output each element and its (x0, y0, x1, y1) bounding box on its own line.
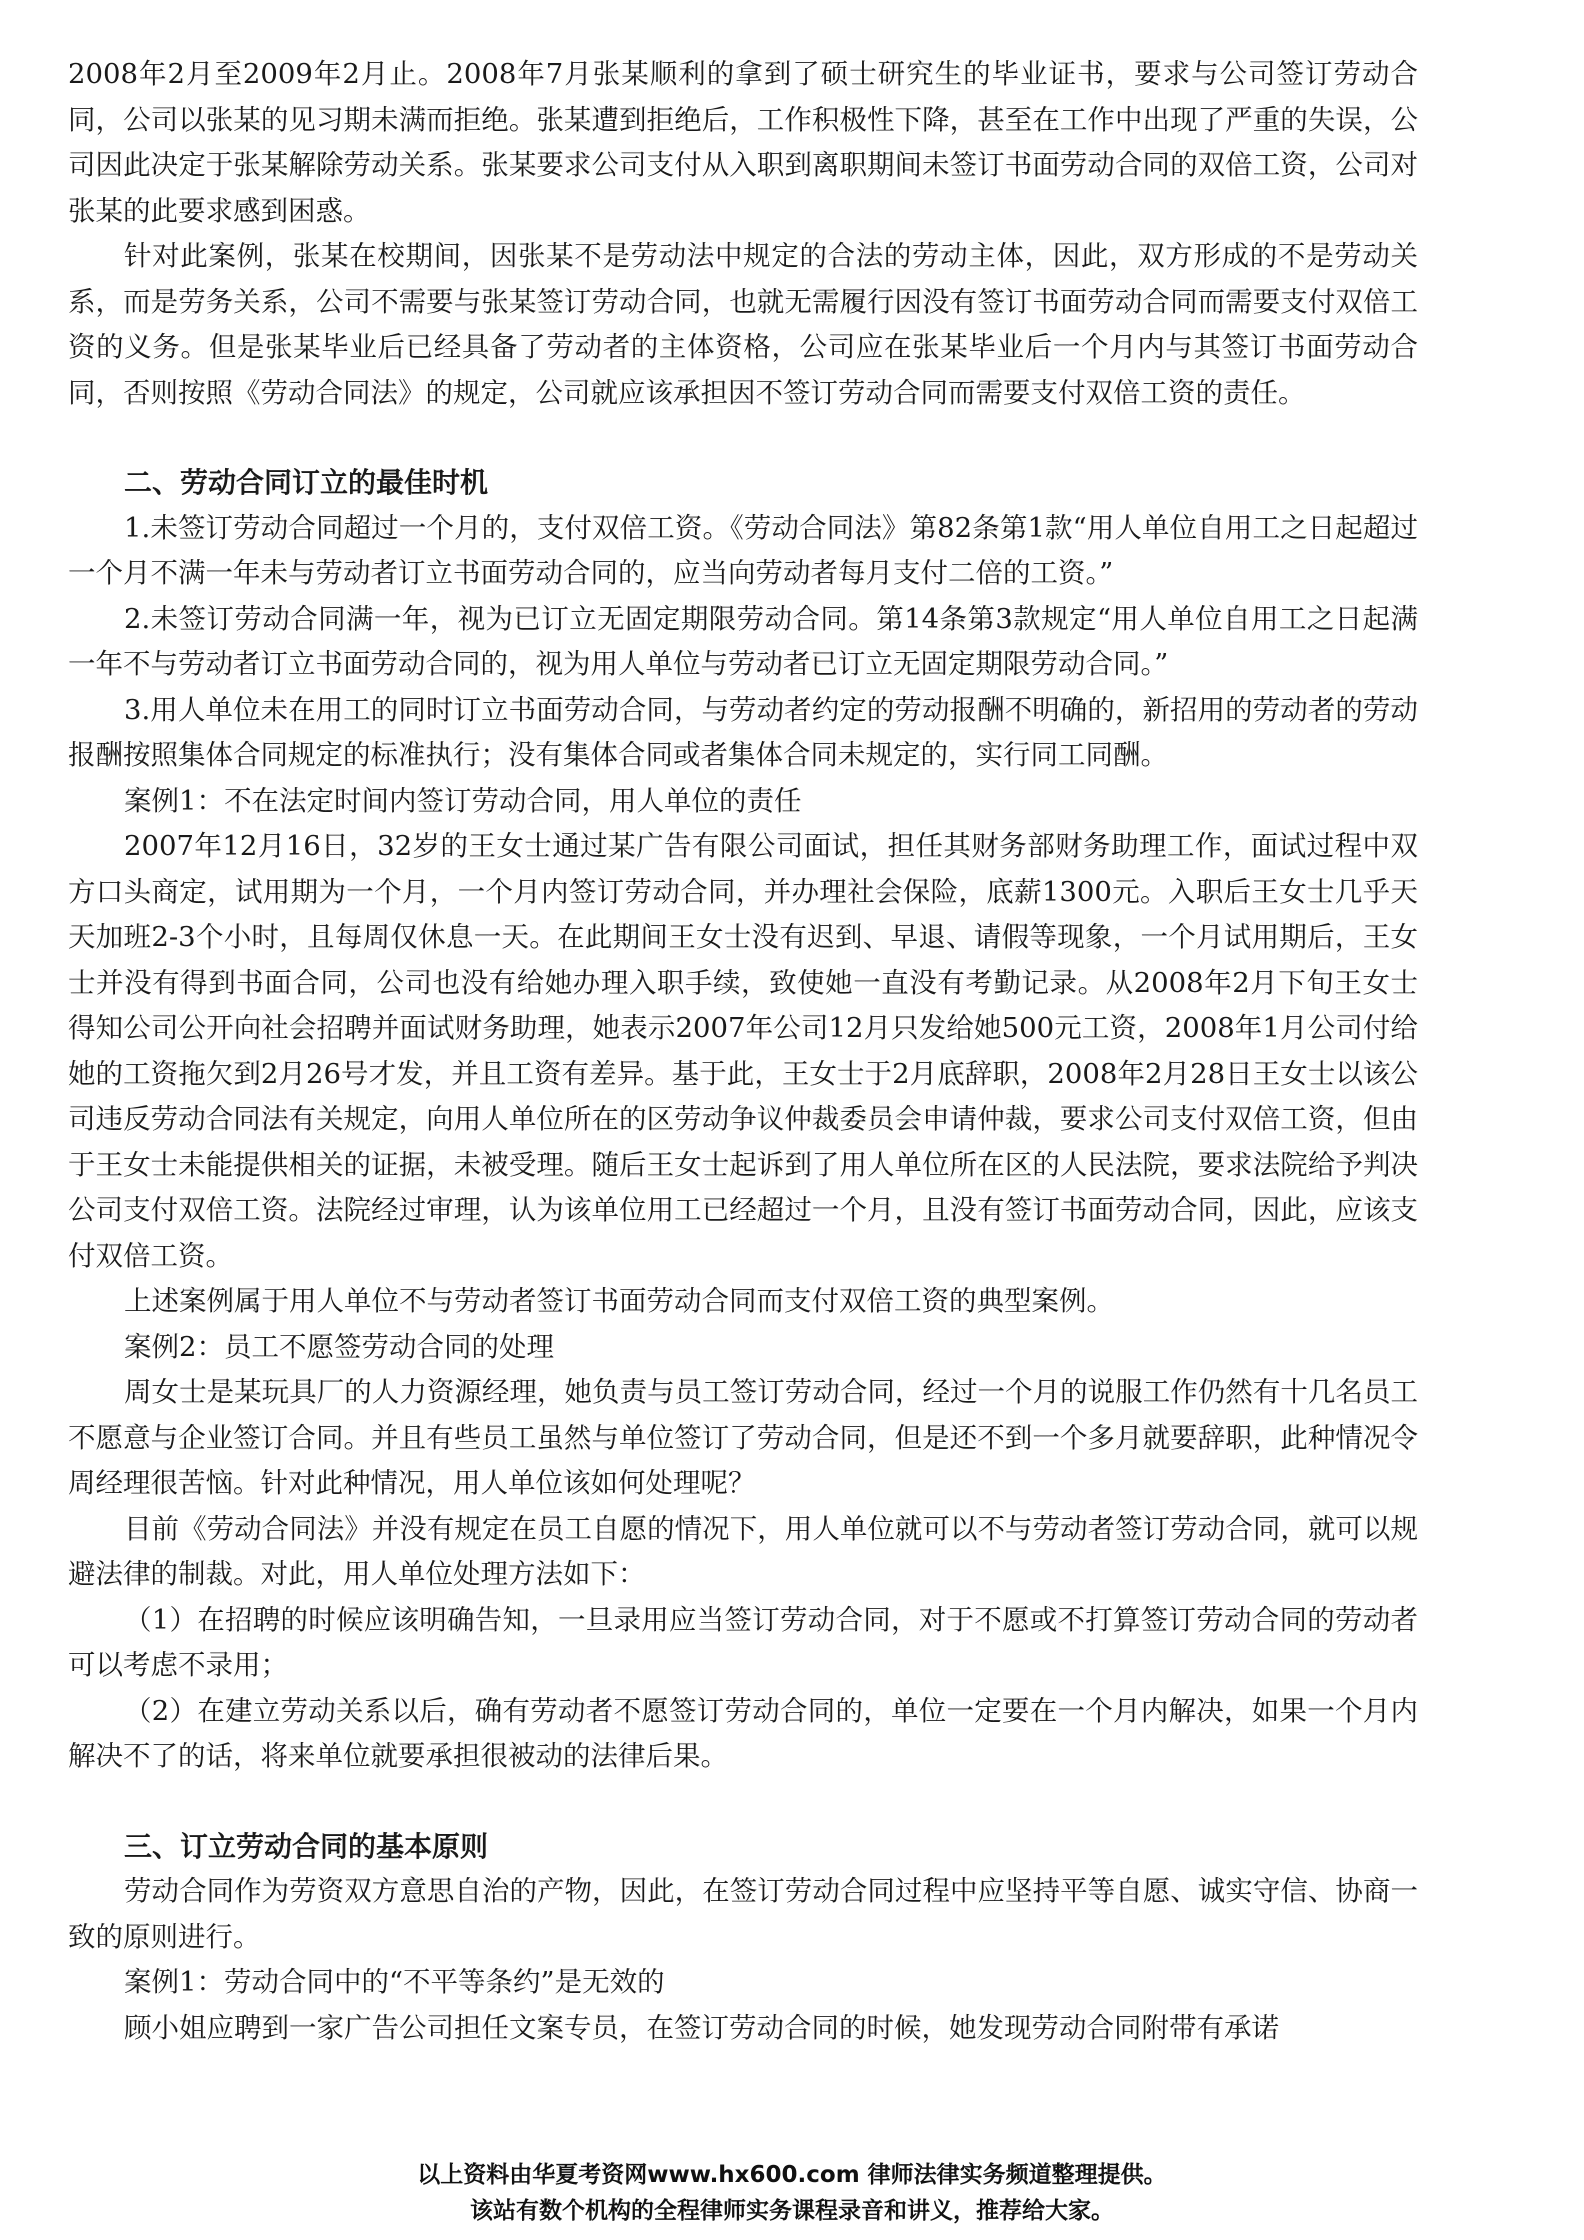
paragraph: 2008年2月至2009年2月止。2008年7月张某顺利的拿到了硕士研究生的毕业证书，要求与公司签订劳动合同，公司以张某的见习期未满而拒绝。张某遭到拒绝后，工作积极性下降，甚至在工作中出现了严重的失误，公司因此决定于张某解除劳动关系。张某要求公司支付从入职到离职期间未签订书面劳动合同的双倍工资，公司对张某的此要求感到困惑。 (68, 58, 1418, 227)
paragraph: 针对此案例，张某在校期间，因张某不是劳动法中规定的合法的劳动主体，因此，双方形成的不是劳动关系，而是劳务关系，公司不需要与张某签订劳动合同，也就无需履行因没有签订书面劳动合同而需要支付双倍工资的义务。但是张某毕业后已经具备了劳动者的主体资格，公司应在张某毕业后一个月内与其签订书面劳动合同，否则按照《劳动合同法》的规定，公司就应该承担因不签订劳动合同而需要支付双倍工资的责任。 (68, 240, 1418, 409)
case-label: 案例2：员工不愿签劳动合同的处理 (124, 1330, 554, 1363)
section-heading: 三、订立劳动合同的基本原则 (124, 1829, 489, 1863)
paragraph: 2007年12月16日，32岁的王女士通过某广告有限公司面试，担任其财务部财务助理工作，面试过程中双方口头商定，试用期为一个月，一个月内签订劳动合同，并办理社会保险，底薪1300元。入职后王女士几乎天天加班2-3个小时，且每周仅休息一天。在此期间王女士没有迟到、早退、请假等现象，一个月试用期后，王女士并没有得到书面合同，公司也没有给她办理入职手续，致使她一直没有考勤记录。从2008年2月下旬王女士得知公司公开向社会招聘并面试财务助理，她表示2007年公司12月只发给她500元工资，2008年1月公司付给她的工资拖欠到2月26号才发，并且工资有差异。基于此，王女士于2月底辞职，2008年2月28日王女士以该公司违反劳动合同法有关规定，向用人单位所在的区劳动争议仲裁委员会申请仲裁，要求公司支付双倍工资，但由于王女士未能提供相关的证据，未被受理。随后王女士起诉到了用人单位所在区的人民法院，要求法院给予判决公司支付双倍工资。法院经过审理，认为该单位用工已经超过一个月，且没有签订书面劳动合同，因此，应该支付双倍工资。 (68, 830, 1418, 1272)
paragraph: 上述案例属于用人单位不与劳动者签订书面劳动合同而支付双倍工资的典型案例。 (124, 1285, 1114, 1317)
case-label: 案例1：不在法定时间内签订劳动合同，用人单位的责任 (124, 784, 802, 817)
paragraph: 劳动合同作为劳资双方意思自治的产物，因此，在签订劳动合同过程中应坚持平等自愿、诚实守信、协商一致的原则进行。 (68, 1875, 1418, 1953)
footer-line: 以上资料由华夏考资网www.hx600.com 律师法律实务频道整理提供。 (417, 2162, 1167, 2188)
list-item: （2）在建立劳动关系以后，确有劳动者不愿签订劳动合同的，单位一定要在一个月内解决，如果一个月内解决不了的话，将来单位就要承担很被动的法律后果。 (68, 1694, 1418, 1772)
paragraph: 周女士是某玩具厂的人力资源经理，她负责与员工签订劳动合同，经过一个月的说服工作仍然有十几名员工不愿意与企业签订合同。并且有些员工虽然与单位签订了劳动合同，但是还不到一个多月就要辞职，此种情况令周经理很苦恼。针对此种情况，用人单位该如何处理呢？ (68, 1376, 1418, 1499)
paragraph: 顾小姐应聘到一家广告公司担任文案专员，在签订劳动合同的时候，她发现劳动合同附带有承诺 (124, 2011, 1279, 2044)
paragraph: 目前《劳动合同法》并没有规定在员工自愿的情况下，用人单位就可以不与劳动者签订劳动合同，就可以规避法律的制裁。对此，用人单位处理方法如下： (68, 1512, 1418, 1590)
case-label: 案例1：劳动合同中的“不平等条约”是无效的 (124, 1966, 665, 1998)
list-item: 2.未签订劳动合同满一年，视为已订立无固定期限劳动合同。第14条第3款规定“用人单位自用工之日起满一年不与劳动者订立书面劳动合同的，视为用人单位与劳动者已订立无固定期限劳动合同。” (68, 602, 1418, 680)
footer-line: 该站有数个机构的全程律师实务课程录音和讲义，推荐给大家。 (470, 2198, 1114, 2224)
list-item: （1）在招聘的时候应该明确告知，一旦录用应当签订劳动合同，对于不愿或不打算签订劳动合同的劳动者可以考虑不录用； (68, 1603, 1418, 1681)
section-heading: 二、劳动合同订立的最佳时机 (124, 466, 489, 499)
document-body (68, 52, 1418, 2051)
list-item: 3.用人单位未在用工的同时订立书面劳动合同，与劳动者约定的劳动报酬不明确的，新招用的劳动者的劳动报酬按照集体合同规定的标准执行；没有集体合同或者集体合同未规定的，实行同工同酬。 (68, 693, 1418, 771)
list-item: 1.未签订劳动合同超过一个月的，支付双倍工资。《劳动合同法》第82条第1款“用人单位自用工之日起超过一个月不满一年未与劳动者订立书面劳动合同的，应当向劳动者每月支付二倍的工资。” (68, 511, 1418, 589)
